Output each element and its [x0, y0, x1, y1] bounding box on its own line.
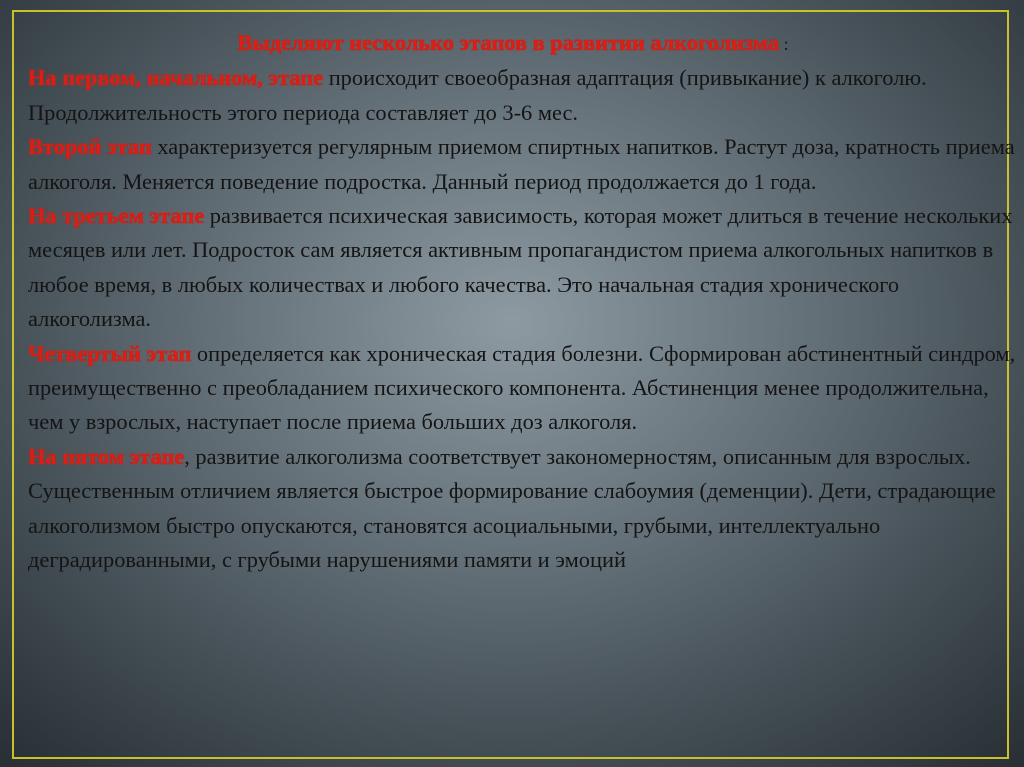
slide-title-colon: : [779, 34, 789, 54]
stage-2-text: характеризуется регулярным приемом спиртных напитков. Растут доза, кратность приема алкоголя. Меняется поведение подростка. Данный период продолжается до 1 года. [28, 134, 1015, 194]
stage-paragraph-4 [28, 337, 1018, 440]
stage-4-text: определяется как хроническая стадия болезни. Сформирован абстинентный синдром, преимущественно с преобладанием психического компонента. Абстиненция менее продолжительна, чем у взрослых, наступает после приема больших доз алкоголя. [28, 340, 1016, 435]
slide-title: Выделяют несколько этапов в развитии алкоголизма [237, 30, 780, 55]
stage-paragraph-3 [28, 199, 1018, 337]
stage-5-text: , развитие алкоголизма соответствует закономерностям, описанным для взрослых. Существенным отличием является быстрое формирование слабоумия (деменции). Дети, страдающие алкоголизмом быстро опускаются, становятся асоциальными, грубыми, интеллектуально деградированными, с грубыми нарушениями памяти и эмоций [28, 443, 996, 573]
stage-paragraph-1 [28, 61, 1018, 130]
slide-content [28, 26, 1018, 578]
stage-paragraph-5 [28, 440, 1018, 578]
stage-4-lead: Четвертый этап [28, 340, 192, 366]
stage-3-lead: На третьем этапе [28, 203, 205, 229]
stage-3-text: развивается психическая зависимость, которая может длиться в течение нескольких месяцев или лет. Подросток сам является активным пропагандистом приема алкогольных напитков в любое время, в любых количествах и любого качества. Это начальная стадия хронического алкоголизма. [28, 203, 1013, 332]
stage-1-text: происходит своеобразная адаптация (привыкание) к алкоголю. Продолжительность этого периода составляет до 3-6 мес. [28, 65, 927, 125]
title-line [28, 26, 1018, 61]
stage-5-lead: На пятом этапе [28, 443, 185, 469]
stage-2-lead: Второй этап [28, 134, 152, 160]
stage-1-lead: На первом, начальном, этапе [28, 65, 324, 91]
stage-paragraph-2 [28, 130, 1018, 199]
